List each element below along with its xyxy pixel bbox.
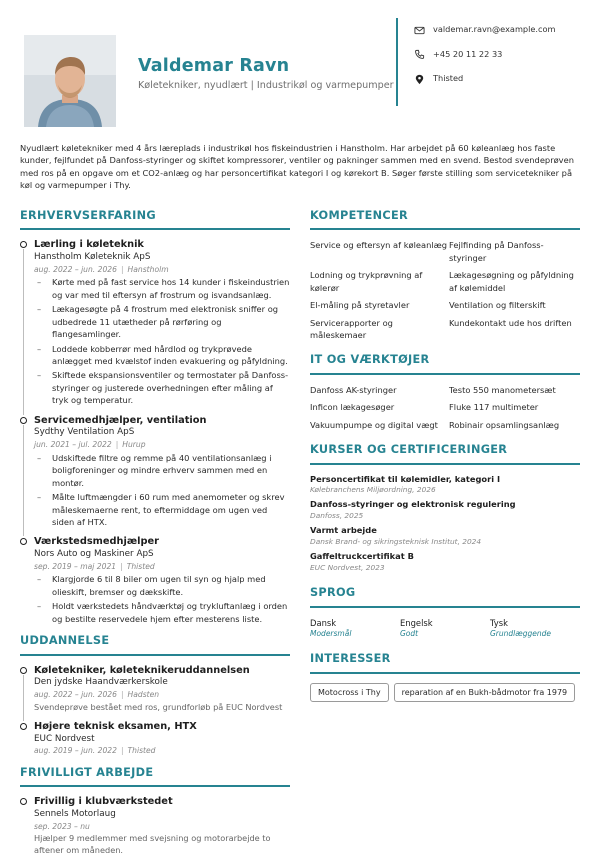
interest-tag: reparation af en Bukh-bådmotor fra 1979 — [394, 683, 576, 703]
bullet: – Skiftede ekspansionsventiler og termostater på Danfoss-styringer og justerede overhedningen efter måling af tryk og temperatur. — [34, 369, 290, 406]
language-name: Dansk — [310, 617, 337, 628]
profile-photo — [24, 35, 116, 127]
language-item — [310, 617, 400, 640]
education-list — [20, 665, 290, 757]
course-item — [310, 525, 580, 547]
education-location: Thisted — [127, 746, 156, 756]
job-dates: jun. 2021 – jul. 2022 — [34, 440, 112, 450]
language-level: Grundlæggende — [490, 628, 551, 638]
volunteer-section — [20, 765, 290, 857]
education-heading: UDDANNELSE — [20, 633, 290, 655]
volunteer-entry — [20, 796, 290, 857]
timeline-dot — [20, 667, 27, 674]
volunteer-description: Hjælper 9 medlemmer med svejsning og motorarbejde to aftener om måneden. — [34, 833, 271, 856]
volunteer-org: Sennels Motorlaug — [34, 808, 116, 819]
degree-title: Køletekniker, køleteknikeruddannelsen — [34, 664, 250, 676]
timeline-dot — [20, 723, 27, 730]
job-location: Hurup — [122, 440, 146, 450]
timeline-dot — [20, 798, 27, 805]
course-meta: Dansk Brand- og sikringsteknisk Institut, 2024 — [310, 537, 482, 547]
course-item — [310, 551, 580, 573]
volunteer-role: Frivillig i klubværkstedet — [34, 796, 173, 808]
job-bullets — [34, 452, 290, 529]
education-dates: aug. 2019 – jun. 2022 — [34, 746, 117, 756]
envelope-icon — [414, 25, 425, 36]
bullet: – Holdt værkstedets håndværktøj og trykluftanlæg i orden og bestilte reservedele hjem efter mesterens liste. — [34, 600, 290, 625]
school: Den jydske Haandværkerskole — [34, 677, 168, 688]
employer: Sydthy Ventilation ApS — [34, 427, 135, 438]
tool-item: Inficon lækagesøger — [310, 402, 395, 413]
education-location: Hadsten — [127, 690, 160, 700]
timeline-dot — [20, 417, 27, 424]
degree-title: Højere teknisk eksamen, HTX — [34, 720, 197, 732]
bullet: – Lækagesøgte på 4 frostrum med elektronisk sniffer og udbedrede 11 utætheder på rørføring og flangesamlinger. — [34, 303, 290, 340]
employer: Hanstholm Køleteknik ApS — [34, 252, 151, 263]
experience-list — [20, 239, 290, 625]
candidate-headline: Køletekniker, nyudlært | Industrikøl og varmepumper — [138, 80, 394, 91]
language-level: Modersmål — [310, 628, 352, 638]
course-name: Gaffeltruckcertifikat B — [310, 551, 414, 562]
skill-item: Servicerapporter og måleskemaer — [310, 317, 393, 340]
profile-summary: Nyudlært køletekniker med 4 års læreplads i industrikøl hos fiskeindustrien i Hanstholm. Har arbejdet på 60 køleanlæg hos faste kunder, fejlfundet på Danfoss-styringer og skiftet kompressorer, ventiler og pakninger sammen med en svend. Bestod svendeprøven med ros på en opgave om et CO2-anlæg og har personcertifikat kategori I og kørekort B. Søger første stilling som servicetekniker på køl og varmepumper i Thy. — [20, 143, 574, 191]
education-section — [20, 633, 290, 757]
timeline-line — [23, 675, 24, 721]
language-name: Tysk — [490, 617, 508, 628]
map-pin-icon — [414, 74, 425, 85]
languages-list — [310, 617, 580, 640]
language-item — [490, 617, 580, 640]
skill-item: Kundekontakt ude hos driften — [449, 317, 572, 328]
tools-heading: IT OG VÆRKTØJER — [310, 352, 580, 374]
tool-item: Fluke 117 multimeter — [449, 402, 539, 413]
job-bullets — [34, 276, 290, 406]
experience-heading: ERHVERVSERFARING — [20, 208, 290, 230]
education-dates: aug. 2022 – jun. 2026 — [34, 690, 117, 700]
experience-entry — [20, 415, 290, 529]
languages-section — [310, 585, 580, 639]
experience-entry — [20, 536, 290, 625]
interests-section — [310, 651, 580, 702]
course-name: Varmt arbejde — [310, 525, 377, 536]
course-name: Personcertifikat til kølemidler, kategori I — [310, 473, 501, 484]
interests-heading: INTERESSER — [310, 651, 580, 673]
courses-heading: KURSER OG CERTIFICERINGER — [310, 442, 580, 464]
skills-heading: KOMPETENCER — [310, 208, 580, 230]
employer: Nors Auto og Maskiner ApS — [34, 549, 154, 560]
skill-item: Service og eftersyn af køleanlæg — [310, 240, 448, 251]
job-bullets — [34, 573, 290, 625]
job-location: Hanstholm — [127, 264, 169, 274]
language-name: Engelsk — [400, 617, 433, 628]
course-item — [310, 499, 580, 521]
school: EUC Nordvest — [34, 733, 95, 744]
course-meta: Kølebranchens Miljøordning, 2026 — [310, 485, 436, 495]
education-meta: aug. 2022 – jun. 2026 | Hadsten — [34, 690, 160, 700]
course-meta: Danfoss, 2025 — [310, 511, 364, 521]
timeline-line — [23, 425, 24, 537]
bullet: – Loddede kobberrør med hårdlod og trykprøvede anlægget med kvælstof inden evakuering og påfyldning. — [34, 343, 290, 368]
language-item — [400, 617, 490, 640]
experience-entry — [20, 239, 290, 406]
education-entry — [20, 665, 290, 713]
education-meta: aug. 2019 – jun. 2022 | Thisted — [34, 746, 156, 756]
interests-tags — [310, 683, 580, 703]
skill-item: Ventilation og filterskift — [449, 300, 546, 311]
education-entry — [20, 721, 290, 757]
contact-location — [414, 67, 556, 92]
volunteer-dates: sep. 2023 – nu — [34, 821, 90, 831]
tool-item: Robinair opsamlingsanlæg — [449, 419, 560, 430]
job-title: Værkstedsmedhjælper — [34, 536, 159, 548]
left-column — [20, 208, 290, 865]
timeline-line — [23, 249, 24, 414]
contact-email-text: valdemar.ravn@example.com — [433, 24, 556, 35]
languages-heading: SPROG — [310, 585, 580, 607]
contact-phone[interactable] — [414, 43, 556, 68]
job-title: Servicemedhjælper, ventilation — [34, 414, 207, 426]
course-item — [310, 474, 580, 496]
tool-item: Testo 550 manometersæt — [449, 384, 556, 395]
course-name: Danfoss-styringer og elektronisk regulering — [310, 499, 516, 510]
right-column — [310, 208, 580, 702]
contact-location-text: Thisted — [433, 73, 464, 84]
contact-phone-text: +45 20 11 22 33 — [433, 48, 503, 59]
contact-block — [414, 18, 556, 92]
volunteer-list — [20, 796, 290, 857]
language-level: Godt — [400, 628, 419, 638]
volunteer-heading: FRIVILLIGT ARBEJDE — [20, 765, 290, 787]
job-meta: aug. 2022 – jun. 2026 | Hanstholm — [34, 264, 169, 274]
courses-section — [310, 442, 580, 573]
skill-item: Fejlfinding på Danfoss-styringer — [449, 240, 544, 263]
job-meta: sep. 2019 – maj 2021 | Thisted — [34, 561, 155, 571]
skills-grid — [310, 239, 580, 341]
tools-section — [310, 352, 580, 431]
bullet: – Kørte med på fast service hos 14 kunder i fiskeindustrien og var med til eftersyn af frostrum og isvandsanlæg. — [34, 276, 290, 301]
job-title: Lærling i køleteknik — [34, 239, 144, 251]
bullet: – Målte luftmængder i 60 rum med anemometer og skrev måleskemaerne rent, to eftermiddage om ugen ved siden af HTX. — [34, 491, 290, 528]
job-location: Thisted — [126, 561, 155, 571]
header-divider — [396, 18, 398, 106]
skill-item: Lækagesøgning og påfyldning af kølemiddel — [449, 270, 574, 293]
interest-tag: Motocross i Thy — [310, 683, 389, 703]
job-meta: jun. 2021 – jul. 2022 | Hurup — [34, 440, 146, 450]
tool-item: Vakuumpumpe og digital vægt — [310, 419, 438, 430]
tools-grid — [310, 384, 580, 431]
timeline-dot — [20, 241, 27, 248]
education-description: Svendeprøve bestået med ros, grundforløb på EUC Nordvest — [34, 701, 283, 712]
tool-item: Danfoss AK-styringer — [310, 384, 397, 395]
skill-item: Lodning og trykprøvning af kølerør — [310, 270, 423, 293]
skill-item: El-måling på styretavler — [310, 300, 410, 311]
contact-email[interactable] — [414, 18, 556, 43]
experience-section — [20, 208, 290, 625]
bullet: – Udskiftede filtre og remme på 40 ventilationsanlæg i boligforeninger og mindre erhverv sammen med en montør. — [34, 452, 290, 489]
skills-section — [310, 208, 580, 341]
job-dates: aug. 2022 – jun. 2026 — [34, 264, 117, 274]
course-meta: EUC Nordvest, 2023 — [310, 563, 385, 573]
candidate-name: Valdemar Ravn — [138, 56, 290, 76]
bullet: – Klargjorde 6 til 8 biler om ugen til syn og hjalp med olieskift, bremser og dækskifte. — [34, 573, 290, 598]
job-dates: sep. 2019 – maj 2021 — [34, 561, 117, 571]
timeline-dot — [20, 538, 27, 545]
phone-icon — [414, 49, 425, 60]
